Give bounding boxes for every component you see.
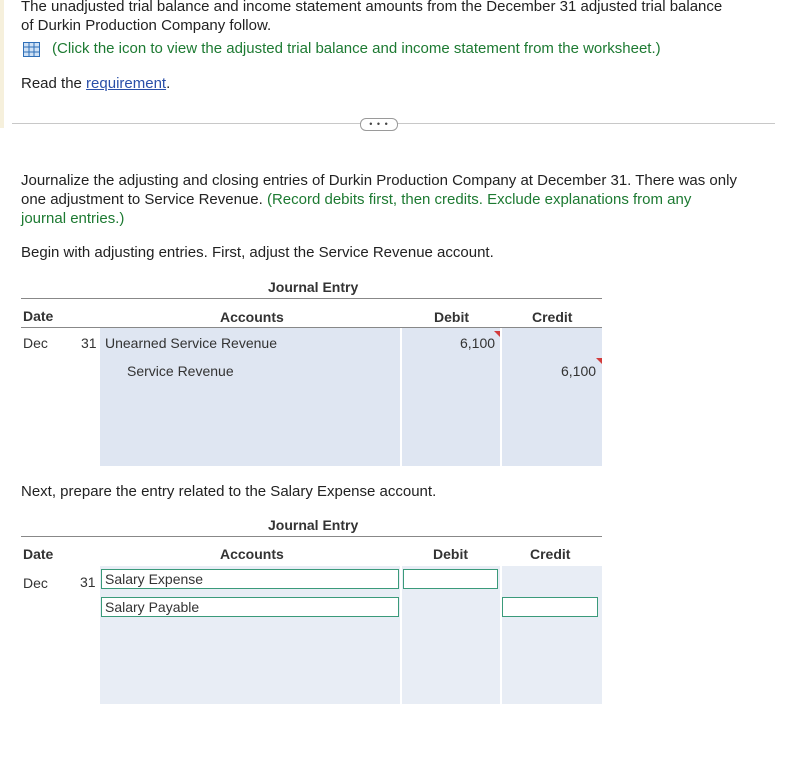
journal-1-row-1-debit: 6,100 bbox=[460, 335, 496, 351]
worksheet-link[interactable]: (Click the icon to view the adjusted trial balance and income statement from the worksheet.) bbox=[52, 40, 661, 57]
journal-2-row-2-account-input[interactable]: Salary Payable bbox=[101, 597, 399, 617]
journal-1-credit-header: Credit bbox=[532, 309, 573, 325]
journal-2-credit-header: Credit bbox=[530, 546, 571, 562]
journal-1-row-1-flag-icon bbox=[494, 331, 500, 337]
requirement-link[interactable]: requirement bbox=[86, 75, 167, 92]
table-grid-icon[interactable] bbox=[23, 42, 40, 57]
instructions-line-2-text: one adjustment to Service Revenue. bbox=[21, 191, 267, 208]
journal-2-top-rule bbox=[21, 536, 602, 537]
journal-1-row-1-account: Unearned Service Revenue bbox=[105, 335, 277, 351]
journal-2-row-2-credit-input[interactable] bbox=[502, 597, 598, 617]
journal-1-row-2-account: Service Revenue bbox=[127, 363, 234, 379]
intro-line-2: of Durkin Production Company follow. bbox=[21, 17, 272, 34]
journal-1-title: Journal Entry bbox=[268, 279, 359, 295]
read-suffix: . bbox=[166, 75, 171, 92]
step-1-text: Begin with adjusting entries. First, adjust the Service Revenue account. bbox=[21, 244, 494, 261]
journal-2-row-1-account-input[interactable]: Salary Expense bbox=[101, 569, 399, 589]
journal-2-accounts-header: Accounts bbox=[220, 546, 284, 562]
instructions-line-2 bbox=[21, 190, 691, 209]
intro-line-1: The unadjusted trial balance and income statement amounts from the December 31 adjusted trial balance bbox=[21, 0, 723, 15]
journal-2-row-1-debit-input[interactable] bbox=[403, 569, 498, 589]
more-button[interactable]: • • • bbox=[360, 118, 398, 131]
journal-1-day: 31 bbox=[81, 335, 97, 351]
journal-2-month: Dec bbox=[23, 575, 48, 591]
journal-1-date-header: Date bbox=[23, 308, 54, 324]
journal-2-credit-cell bbox=[502, 566, 602, 704]
instructions-line-3: journal entries.) bbox=[21, 210, 125, 227]
instructions-note: (Record debits first, then credits. Exclude explanations from any bbox=[266, 191, 692, 208]
journal-1-accounts-header: Accounts bbox=[220, 309, 284, 325]
journal-1-credit-cell bbox=[502, 328, 602, 466]
left-accent-bar bbox=[0, 0, 4, 128]
journal-1-row-2-credit: 6,100 bbox=[561, 363, 597, 379]
journal-1-row-2-flag-icon bbox=[596, 358, 602, 364]
journal-2-day: 31 bbox=[80, 574, 96, 590]
instructions-line-1: Journalize the adjusting and closing entries of Durkin Production Company at December 31. There was only bbox=[21, 172, 737, 189]
read-requirement bbox=[21, 74, 170, 93]
read-prefix: Read the bbox=[21, 75, 87, 92]
journal-1-debit-header: Debit bbox=[434, 309, 469, 325]
journal-2-title: Journal Entry bbox=[268, 517, 359, 533]
journal-1-month: Dec bbox=[23, 335, 48, 351]
journal-2-date-header: Date bbox=[23, 546, 54, 562]
step-2-text: Next, prepare the entry related to the Salary Expense account. bbox=[21, 483, 437, 500]
journal-2-debit-header: Debit bbox=[433, 546, 468, 562]
journal-1-top-rule bbox=[21, 298, 602, 299]
